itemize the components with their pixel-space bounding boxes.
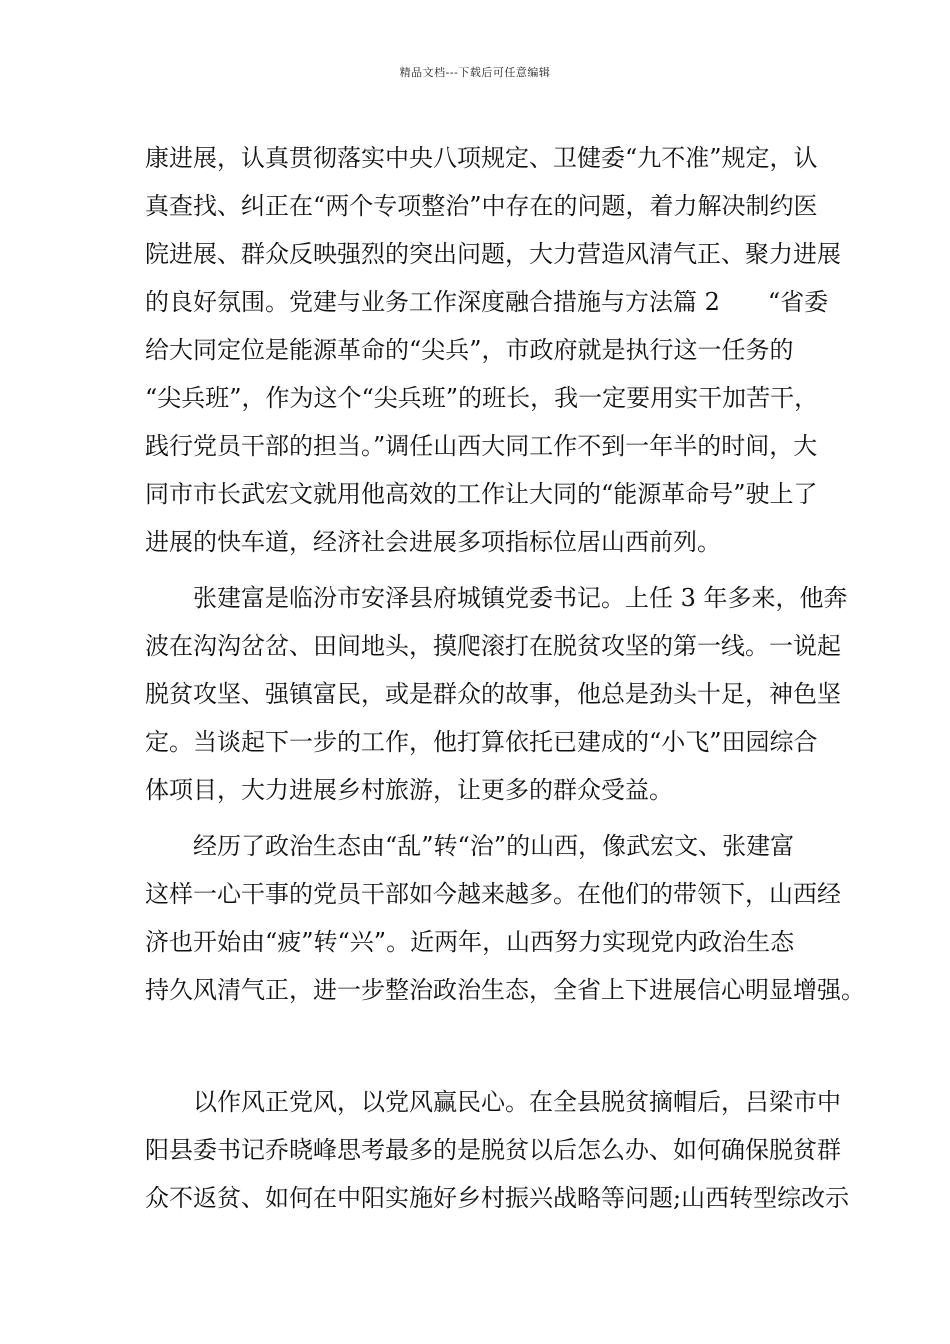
paragraph-1	[145, 134, 841, 566]
text-line: 众不返贫、如何在中阳实施好乡村振兴战略等问题;山西转型综改示	[145, 1184, 850, 1212]
text-line: 践行党员干部的担当。”调任山西大同工作不到一年半的时间，大	[145, 432, 818, 460]
text-line: 以作风正党风，以党风赢民心。在全县脱贫摘帽后，吕梁市中	[145, 1088, 841, 1116]
paragraph-2	[145, 574, 848, 814]
text-line: 张建富是临汾市安泽县府城镇党委书记。上任 3 年多来，他奔	[145, 584, 848, 612]
text-line: 真查找、纠正在“两个专项整治”中存在的问题，着力解决制约医	[145, 192, 818, 220]
text-line: 给大同定位是能源革命的“尖兵”，市政府就是执行这一任务的	[145, 336, 794, 364]
text-line: 同市市长武宏文就用他高效的工作让大同的“能源革命号”驶上了	[145, 480, 818, 508]
page-header: 精品文档---下载后可任意编辑	[399, 66, 551, 79]
paragraph-spacer	[145, 814, 825, 822]
text-line: 院进展、群众反映强烈的突出问题，大力营造风清气正、聚力进展	[145, 240, 841, 268]
paragraph-4	[145, 1078, 850, 1222]
text-line: 济也开始由“疲”转“兴”。近两年，山西努力实现党内政治生态	[145, 928, 795, 956]
text-line: 定。当谈起下一步的工作，他打算依托已建成的“小飞”田园综合	[145, 728, 818, 756]
document-body	[145, 134, 865, 1222]
text-line: 持久风清气正，进一步整治政治生态，全省上下进展信心明显增强。	[145, 976, 865, 1004]
paragraph-3	[145, 822, 865, 1014]
text-line: 进展的快车道，经济社会进展多项指标位居山西前列。	[145, 528, 721, 556]
text-line: “尖兵班”，作为这个“尖兵班”的班长，我一定要用实干加苦干，	[145, 384, 819, 412]
paragraph-spacer	[145, 566, 825, 574]
text-line: 经历了政治生态由“乱”转“治”的山西，像武宏文、张建富	[145, 832, 795, 860]
text-line: 的良好氛围。党建与业务工作深度融合措施与方法篇 2 “省委	[145, 288, 829, 316]
text-line: 康进展，认真贯彻落实中央八项规定、卫健委“九不准”规定，认	[145, 144, 818, 172]
paragraph-spacer	[145, 1014, 825, 1078]
text-line: 这样一心干事的党员干部如今越来越多。在他们的带领下，山西经	[145, 880, 841, 908]
text-line: 阳县委书记乔晓峰思考最多的是脱贫以后怎么办、如何确保脱贫群	[145, 1136, 841, 1164]
text-line: 脱贫攻坚、强镇富民，或是群众的故事，他总是劲头十足，神色坚	[145, 680, 841, 708]
text-line: 波在沟沟岔岔、田间地头，摸爬滚打在脱贫攻坚的第一线。一说起	[145, 632, 841, 660]
text-line: 体项目，大力进展乡村旅游，让更多的群众受益。	[145, 776, 673, 804]
